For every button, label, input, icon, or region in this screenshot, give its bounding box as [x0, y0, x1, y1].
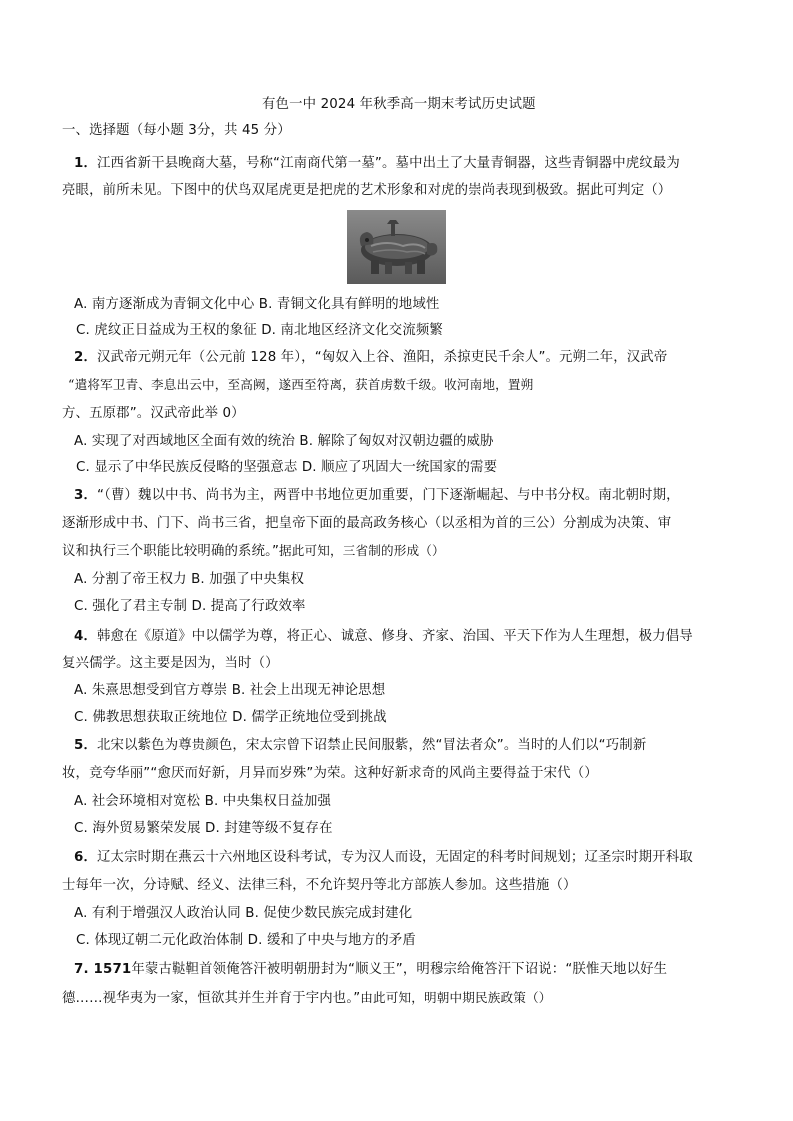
q4-options-cd: C. 佛教思想获取正统地位 D. 儒学正统地位受到挑战 [74, 710, 387, 725]
q1-stem-1: 江西省新干县晚商大墓，号称“江南商代第一墓”。墓中出土了大量青铜器，这些青铜器中虎纹最为 [97, 156, 680, 171]
q7-line-1 [74, 961, 667, 979]
q6-number: 6． [74, 850, 98, 865]
exam-title: 有色一中 2024 年秋季高一期末考试历史试题 [262, 97, 536, 112]
q6-options-cd: C. 体现辽朝二元化政治体制 D. 缓和了中央与地方的矛盾 [76, 933, 416, 948]
q4-stem-2: 复兴儒学。这主要是因为，当时（） [62, 656, 279, 671]
q5-stem-1: 北宋以紫色为尊贵颜色，宋太宗曾下诏禁止民间服紫，然“冒法者众”。当时的人们以“巧制新 [97, 738, 647, 753]
section-heading: 一、选择题（每小题 3分，共 45 分） [62, 123, 291, 138]
q3-stem-3b: 据此可知，三省制的形成（） [279, 543, 445, 558]
q4-line-1 [74, 628, 693, 646]
q2-line-1 [74, 349, 667, 367]
q1-stem-2: 亮眼，前所未见。下图中的伏鸟双尾虎更是把虎的艺术形象和对虎的崇尚表现到极致。据此可判定（） [62, 183, 672, 198]
q1-number: 1． [74, 156, 98, 171]
q5-number: 5． [74, 738, 98, 753]
q1-options-ab: A. 南方逐渐成为青铜文化中心 B. 青铜文化具有鲜明的地域性 [74, 297, 440, 312]
q3-options-cd: C. 强化了君主专制 D. 提高了行政效率 [74, 599, 306, 614]
q7-stem-2a: 德……视华夷为一家，恒欲其并生并育于宇内也。” [62, 991, 361, 1006]
q2-options-cd: C. 显示了中华民族反侵略的坚强意志 D. 顺应了巩固大一统国家的需要 [76, 460, 498, 475]
q3-stem-3a: 议和执行三个职能比较明确的系统。” [62, 544, 280, 559]
q3-stem-2: 逐渐形成中书、门下、尚书三省，把皇帝下面的最高政务核心（以丞相为首的三公）分割成为决策、审 [62, 516, 672, 531]
q2-stem-3: 方、五原郡”。汉武帝此举 0） [62, 406, 245, 421]
q6-stem-2: 士每年一次，分诗赋、经义、法律三科，不允许契丹等北方部族人参加。这些措施（） [62, 878, 577, 893]
q6-options-ab: A. 有利于增强汉人政治认同 B. 促使少数民族完成封建化 [74, 906, 413, 921]
bronze-tiger-photo [347, 210, 446, 284]
q1-options-cd: C. 虎纹正日益成为王权的象征 D. 南北地区经济文化交流频繁 [76, 323, 443, 338]
q5-options-ab: A. 社会环境相对宽松 B. 中央集权日益加强 [74, 794, 332, 809]
q2-stem-2: “遣将军卫青、李息出云中，至高阙，遂西至符离，获首虏数千级。收河南地，置朔 [68, 377, 534, 392]
q3-line-1 [74, 487, 680, 505]
q4-number: 4． [74, 629, 98, 644]
q7-stem-2b: 由此可知，明朝中期民族政策（） [360, 990, 552, 1005]
q3-options-ab: A. 分割了帝王权力 B. 加强了中央集权 [74, 572, 305, 587]
q2-stem-1: 汉武帝元朔元年（公元前 128 年），“匈奴入上谷、渔阳，杀掠吏民千余人”。元朔二年，汉武帝 [97, 350, 668, 365]
q3-stem-1: “（曹）魏以中书、尚书为主，两晋中书地位更加重要，门下逐渐崛起、与中书分权。南北朝时期， [97, 488, 680, 503]
bronze-tiger-image [347, 210, 446, 284]
q4-options-ab: A. 朱熹思想受到官方尊崇 B. 社会上出现无神论思想 [74, 683, 386, 698]
q1-line-1 [74, 155, 680, 173]
q2-number: 2． [74, 350, 98, 365]
q5-line-1 [74, 737, 646, 755]
q3-stem-3 [62, 542, 445, 561]
q6-line-1 [74, 849, 693, 867]
q4-stem-1: 韩愈在《原道》中以儒学为尊，将正心、诚意、修身、齐家、治国、平天下作为人生理想，极力倡导 [97, 629, 693, 644]
q7-stem-1: 年蒙古鞑靼首领俺答汗被明朝册封为“顺义王”，明穆宗给俺答汗下诏说：“朕惟天地以好生 [131, 962, 668, 977]
q7-number: 7. 1571 [74, 962, 132, 977]
q6-stem-1: 辽太宗时期在燕云十六州地区设科考试，专为汉人而设，无固定的科考时间规划；辽圣宗时期开科取 [97, 850, 693, 865]
q3-number: 3． [74, 488, 98, 503]
q2-options-ab: A. 实现了对西域地区全面有效的统治 B. 解除了匈奴对汉朝边疆的威胁 [74, 434, 494, 449]
q5-options-cd: C. 海外贸易繁荣发展 D. 封建等级不复存在 [74, 821, 333, 836]
q7-stem-2 [62, 989, 551, 1008]
q5-stem-2: 妆，竞夸华丽”“愈厌而好新，月异而岁殊”为荣。这种好新求奇的风尚主要得益于宋代（） [62, 766, 598, 781]
